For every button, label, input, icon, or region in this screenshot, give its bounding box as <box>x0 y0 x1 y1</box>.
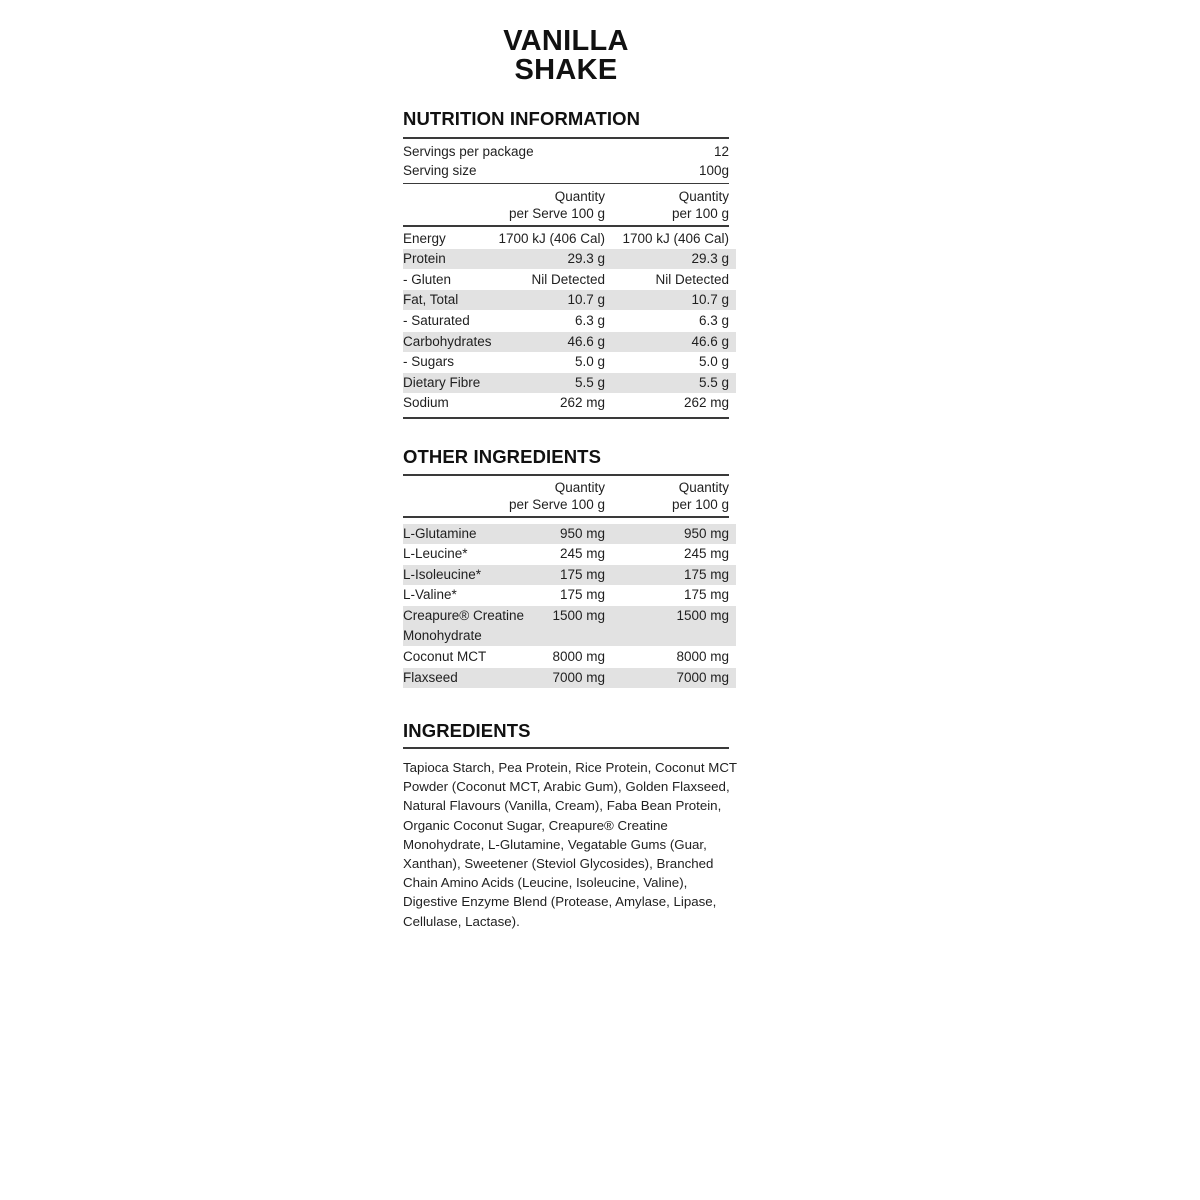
row-per-serve-value: 7000 mg <box>552 669 605 685</box>
row-label: - Sugars <box>403 354 455 370</box>
row-per-100-value: 6.3 g <box>698 312 729 328</box>
row-per-serve-value: Nil Detected <box>531 271 605 287</box>
row-label: - Saturated <box>403 312 470 328</box>
servings-label: Servings per package <box>403 144 534 159</box>
table-row <box>403 270 729 290</box>
nutrition-column-headers <box>403 189 729 225</box>
other-col-per-serve-header: Quantity per Serve 100 g <box>508 480 605 512</box>
row-label: Sodium <box>403 395 449 411</box>
row-label: Protein <box>403 251 446 267</box>
other-ingredients-heading: OTHER INGREDIENTS <box>403 446 602 467</box>
row-per-serve-value: 10.7 g <box>567 292 605 308</box>
row-label: L-Isoleucine* <box>403 566 482 582</box>
nutrition-bottom-rule <box>403 417 729 419</box>
row-label: Flaxseed <box>403 669 458 685</box>
servings-value: 12 <box>713 144 729 159</box>
row-label: Energy <box>403 230 446 246</box>
row-label: Dietary Fibre <box>403 374 481 390</box>
row-per-100-value: 175 mg <box>683 587 729 603</box>
row-per-100-value: 29.3 g <box>691 251 729 267</box>
row-per-100-value: 245 mg <box>683 546 729 562</box>
row-label: L-Glutamine <box>403 525 477 541</box>
other-col-per-100-header: Quantity per 100 g <box>671 480 729 512</box>
table-row <box>403 249 736 269</box>
other-column-headers <box>403 480 729 516</box>
row-per-serve-value: 46.6 g <box>567 333 605 349</box>
row-per-100-value: 1500 mg <box>676 607 729 623</box>
row-label: Carbohydrates <box>403 333 492 349</box>
servings-row <box>403 142 729 162</box>
product-title-line1: VANILLA <box>503 25 629 57</box>
table-row <box>403 647 729 667</box>
row-per-100-value: 8000 mg <box>676 649 729 665</box>
nutrition-col-per-100-header: Quantity per 100 g <box>671 189 729 221</box>
row-per-100-value: 262 mg <box>683 395 729 411</box>
row-per-serve-value: 950 mg <box>559 525 605 541</box>
row-label: Creapure® Creatine Monohydrate <box>403 607 525 644</box>
row-per-serve-value: 1500 mg <box>552 607 605 623</box>
serving-size-row <box>403 161 729 181</box>
row-per-serve-value: 245 mg <box>559 546 605 562</box>
row-label: Coconut MCT <box>403 649 487 665</box>
nutrition-header-rule <box>403 183 729 184</box>
table-row <box>403 332 736 352</box>
row-per-100-value: 950 mg <box>683 525 729 541</box>
row-per-100-value: 5.0 g <box>698 354 729 370</box>
table-row <box>403 290 736 310</box>
table-row <box>403 229 729 249</box>
row-per-100-value: 5.5 g <box>698 374 729 390</box>
product-title-line2: SHAKE <box>514 54 618 86</box>
serving-size-label: Serving size <box>403 163 477 178</box>
row-per-serve-value: 262 mg <box>559 395 605 411</box>
table-row <box>403 544 729 564</box>
row-per-serve-value: 6.3 g <box>574 312 605 328</box>
ingredients-text: Tapioca Starch, Pea Protein, Rice Protein, Coconut MCT Powder (Coconut MCT, Arabic Gum), Golden Flaxseed, Natural Flavours (Vanilla, Cream), Faba Bean Protein, Organic Coconut Sugar, Creapure® Creatine Monohydrate, L-Glutamine, Vegatable Gums (Guar, Xanthan), Sweetener (Steviol Glycosides), Branched Chain Amino Acids (Leucine, Isoleucine, Valine), Digestive Enzyme Blend (Protease, Amylase, Lipase, Cellulase, Lactase). <box>403 760 737 929</box>
row-per-serve-value: 5.0 g <box>574 354 605 370</box>
row-label: - Gluten <box>403 271 452 287</box>
table-row <box>403 393 729 413</box>
row-per-serve-value: 1700 kJ (406 Cal) <box>498 230 605 246</box>
row-per-100-value: Nil Detected <box>655 271 729 287</box>
table-row <box>403 565 736 585</box>
nutrition-columns-rule <box>403 225 729 227</box>
ingredients-rule <box>403 747 729 749</box>
nutrition-col-per-serve-header: Quantity per Serve 100 g <box>508 189 605 221</box>
row-per-serve-value: 175 mg <box>559 587 605 603</box>
nutrition-top-rule <box>403 137 729 139</box>
other-top-rule <box>403 474 729 476</box>
row-label: Fat, Total <box>403 292 459 308</box>
row-per-100-value: 10.7 g <box>691 292 729 308</box>
ingredients-heading: INGREDIENTS <box>403 720 531 741</box>
table-row <box>403 585 729 605</box>
row-label: L-Valine* <box>403 587 457 603</box>
row-per-serve-value: 29.3 g <box>567 251 605 267</box>
table-row <box>403 373 736 393</box>
row-per-serve-value: 5.5 g <box>574 374 605 390</box>
product-title <box>403 27 729 85</box>
table-row <box>403 606 736 646</box>
serving-size-value: 100g <box>698 163 729 178</box>
row-label: L-Leucine* <box>403 546 468 562</box>
row-per-100-value: 175 mg <box>683 566 729 582</box>
row-per-100-value: 46.6 g <box>691 333 729 349</box>
table-row <box>403 668 736 688</box>
row-per-serve-value: 175 mg <box>559 566 605 582</box>
row-per-100-value: 7000 mg <box>676 669 729 685</box>
table-row <box>403 524 736 544</box>
table-row <box>403 311 729 331</box>
nutrition-heading: NUTRITION INFORMATION <box>403 108 641 129</box>
row-per-serve-value: 8000 mg <box>552 649 605 665</box>
other-columns-rule <box>403 516 729 518</box>
row-per-100-value: 1700 kJ (406 Cal) <box>622 230 729 246</box>
table-row <box>403 352 729 372</box>
